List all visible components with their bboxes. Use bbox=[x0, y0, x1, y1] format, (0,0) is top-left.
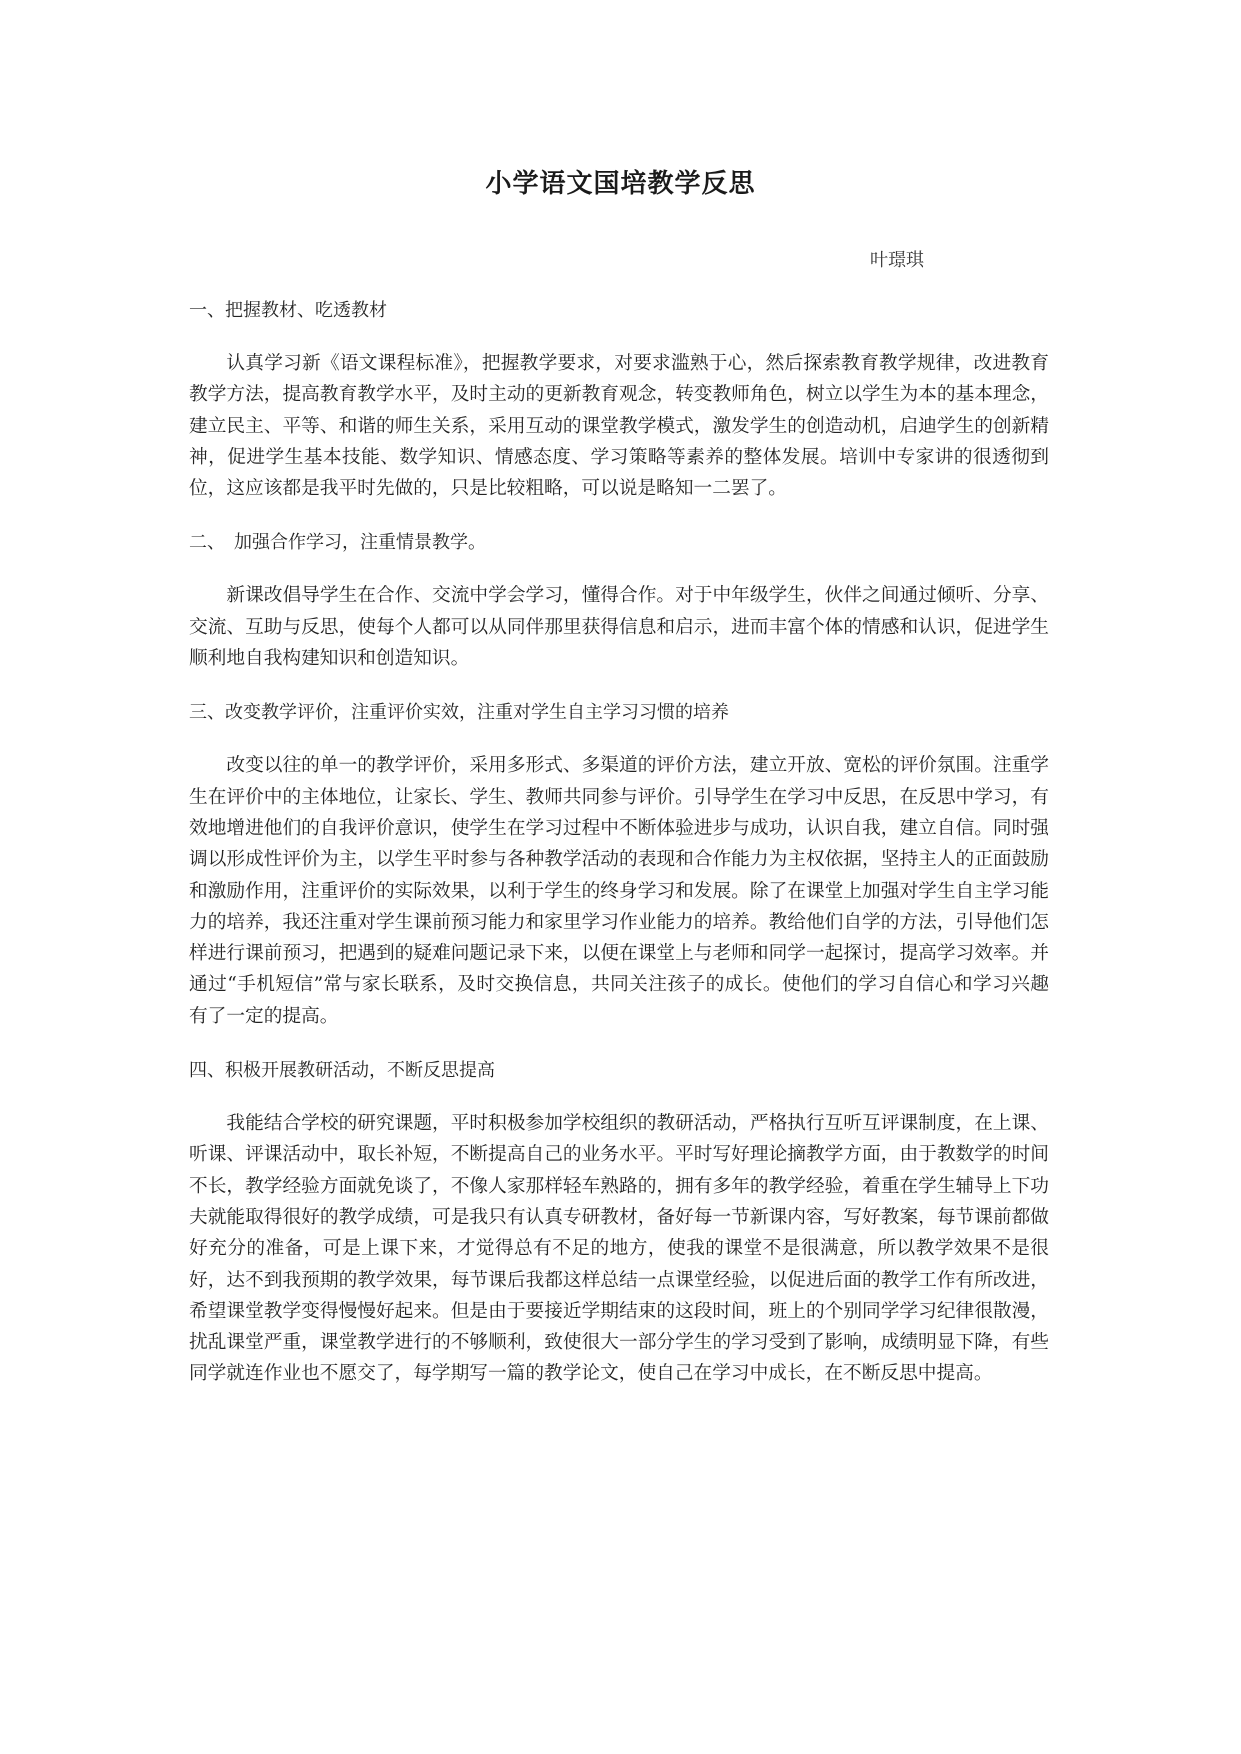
author-name: 叶璟琪 bbox=[870, 250, 924, 271]
section-paragraph-2: 新课改倡导学生在合作、交流中学会学习，懂得合作。对于中年级学生，伙伴之间通过倾听、分享、交流、互助与反思，使每个人都可以从同伴那里获得信息和启示，进而丰富个体的情感和认识，促进学生顺利地自我构建知识和创造知识。 bbox=[189, 585, 1049, 670]
section-paragraph-4: 我能结合学校的研究课题，平时积极参加学校组织的教研活动，严格执行互听互评课制度，在上课、听课、评课活动中，取长补短，不断提高自己的业务水平。平时写好理论摘教学方面，由于教数学的时间不长，教学经验方面就免谈了，不像人家那样轻车熟路的，拥有多年的教学经验，着重在学生辅导上下功夫就能取得很好的教学成绩，可是我只有认真专研教材，备好每一节新课内容，写好教案，每节课前都做好充分的准备，可是上课下来，才觉得总有不足的地方，使我的课堂不是很满意，所以教学效果不是很好，达不到我预期的教学效果，每节课后我都这样总结一点课堂经验，以促进后面的教学工作有所改进，希望课堂教学变得慢慢好起来。但是由于要接近学期结束的这段时间，班上的个别同学学习纪律很散漫，扰乱课堂严重，课堂教学进行的不够顺利，致使很大一部分学生的学习受到了影响，成绩明显下降，有些同学就连作业也不愿交了，每学期写一篇的教学论文，使自己在学习中成长，在不断反思中提高。 bbox=[189, 1113, 1049, 1385]
section-heading-4: 四、积极开展教研活动，不断反思提高 bbox=[189, 1060, 495, 1082]
document-title: 小学语文国培教学反思 bbox=[485, 169, 756, 199]
section-paragraph-3: 改变以往的单一的教学评价，采用多形式、多渠道的评价方法，建立开放、宽松的评价氛围。注重学生在评价中的主体地位，让家长、学生、教师共同参与评价。引导学生在学习中反思，在反思中学习，有效地增进他们的自我评价意识，使学生在学习过程中不断体验进步与成功，认识自我，建立自信。同时强调以形成性评价为主，以学生平时参与各种教学活动的表现和合作能力为主权依据，坚持主人的正面鼓励和激励作用，注重评价的实际效果，以利于学生的终身学习和发展。除了在课堂上加强对学生自主学习能力的培养，我还注重对学生课前预习能力和家里学习作业能力的培养。教给他们自学的方法，引导他们怎样进行课前预习，把遇到的疑难问题记录下来，以便在课堂上与老师和同学一起探讨，提高学习效率。并通过“手机短信”常与家长联系，及时交换信息，共同关注孩子的成长。使他们的学习自信心和学习兴趣有了一定的提高。 bbox=[189, 755, 1049, 1027]
section-heading-3: 三、改变教学评价，注重评价实效，注重对学生自主学习习惯的培养 bbox=[189, 702, 729, 724]
document-body bbox=[189, 296, 1049, 1390]
section-paragraph-1: 认真学习新《语文课程标准》，把握教学要求，对要求滥熟于心，然后探索教育教学规律，改进教育教学方法，提高教育教学水平，及时主动的更新教育观念，转变教师角色，树立以学生为本的基本理念，建立民主、平等、和谐的师生关系，采用互动的课堂教学模式，激发学生的创造动机，启迪学生的创新精神，促进学生基本技能、数学知识、情感态度、学习策略等素养的整体发展。培训中专家讲的很透彻到位，这应该都是我平时先做的，只是比较粗略，可以说是略知一二罢了。 bbox=[189, 353, 1049, 500]
section-heading-2: 二、 加强合作学习，注重情景教学。 bbox=[189, 532, 486, 554]
section-heading-1: 一、把握教材、吃透教材 bbox=[189, 300, 387, 321]
